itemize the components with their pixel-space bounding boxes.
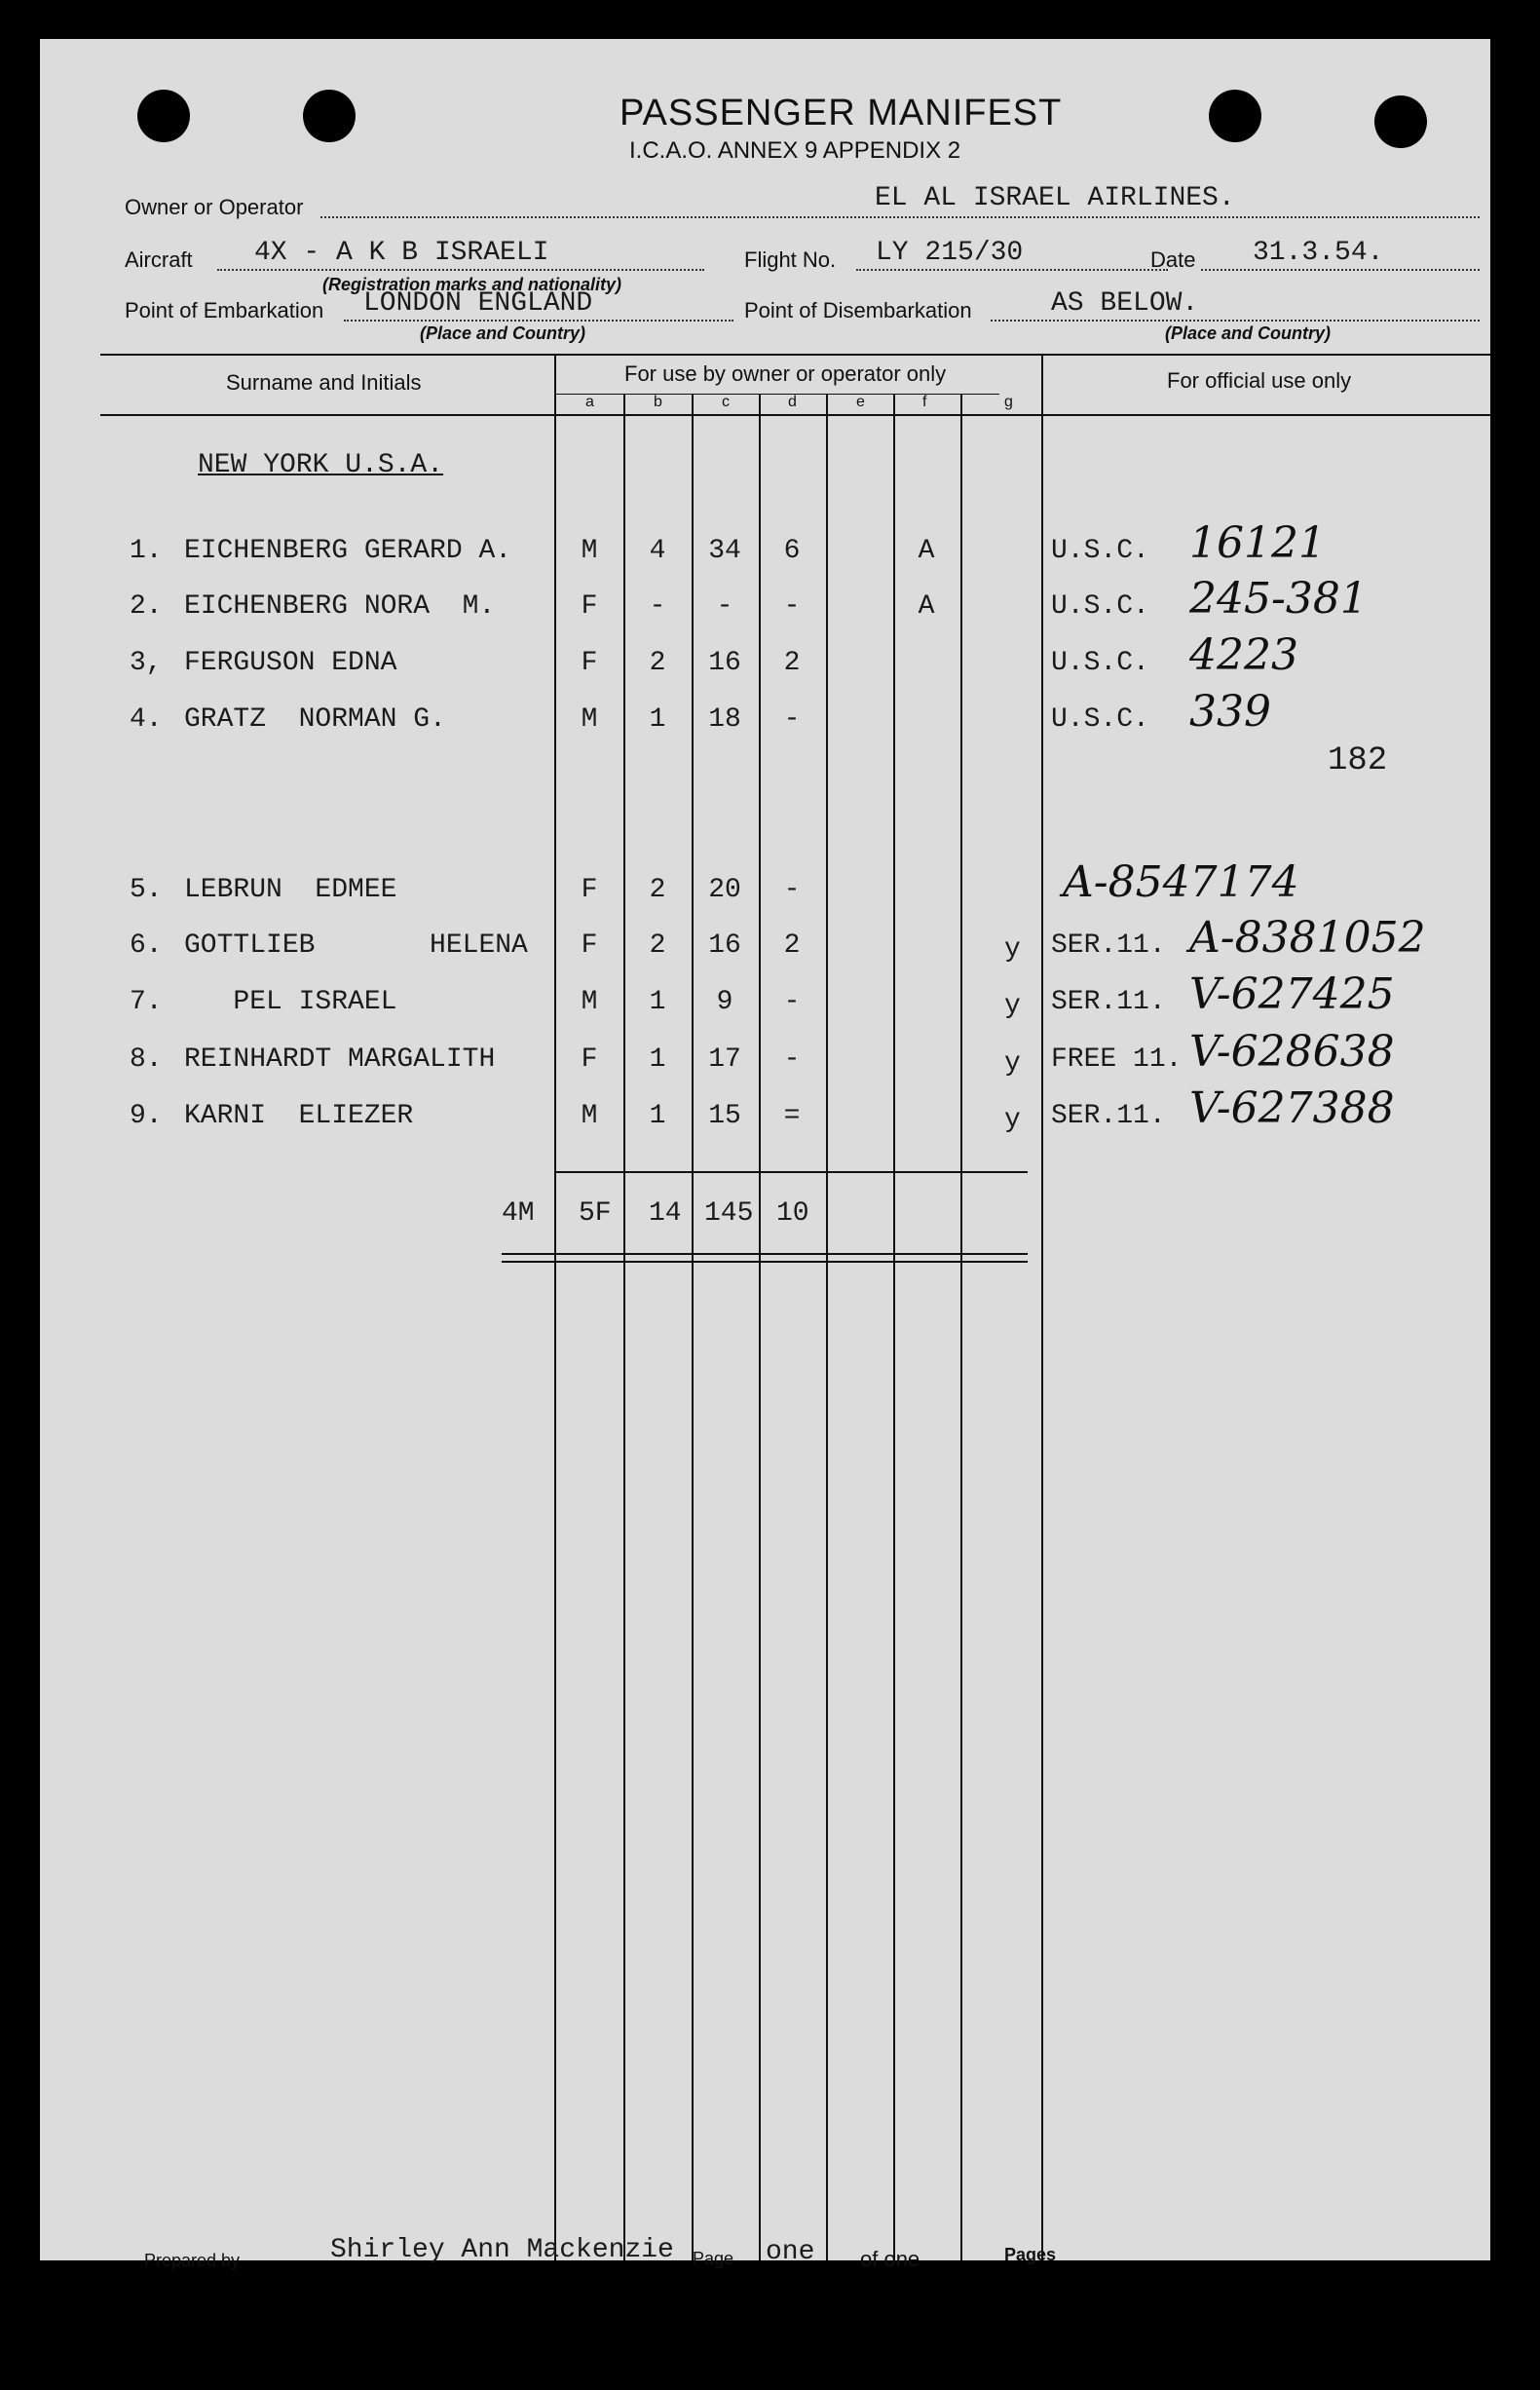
cell-g: y [1004,934,1021,965]
cell-g: y [1004,1048,1021,1079]
official-code: SER.11. [1051,987,1166,1017]
row-number: 7. [130,987,163,1017]
official-handwritten-number: V-627388 [1189,1083,1395,1133]
prepared-value: Shirley Ann Mackenzie [330,2235,674,2265]
registration-note: (Registration marks and nationality) [322,275,622,294]
cell-d: 2 [783,930,801,961]
official-code: U.S.C. [1051,704,1149,735]
col-surname-header: Surname and Initials [226,370,422,395]
official-code: FREE 11. [1051,1044,1183,1075]
punch-hole-right-2 [1374,95,1427,148]
owner-label: Owner or Operator [125,195,304,219]
cell-c: - [716,591,733,622]
passenger-name: PEL ISRAEL [184,987,397,1017]
cell-d: 2 [783,648,801,678]
subcol-b: b [654,394,662,410]
date-value: 31.3.54. [1253,238,1384,268]
cell-d: = [783,1101,801,1131]
cell-b: 2 [649,648,666,678]
page-title: PASSENGER MANIFEST [620,93,1063,133]
passenger-name: KARNI ELIEZER [184,1101,414,1131]
passenger-name: LEBRUN EDMEE [184,875,397,905]
cell-f: A [918,536,935,566]
cell-d: 6 [783,536,801,566]
official-handwritten-number: A-8381052 [1189,913,1426,963]
cell-b: 1 [649,987,666,1017]
disembarkation-label: Point of Disembarkation [744,298,972,322]
punch-hole-left-1 [137,90,190,142]
cell-a: F [581,930,598,961]
of-label: of one [860,2247,920,2271]
cell-d: - [783,704,801,735]
cell-f: A [918,591,935,622]
total-d: 10 [776,1198,809,1229]
cell-b: 4 [649,536,666,566]
subcol-a: a [585,394,594,410]
cell-c: 34 [708,536,741,566]
row-number: 9. [130,1101,163,1131]
cell-a: F [581,648,598,678]
subcol-e: e [856,394,865,410]
official-handwritten-number: V-628638 [1189,1027,1395,1077]
disembarkation-value: AS BELOW. [1051,288,1199,319]
official-handwritten-number: 16121 [1189,518,1326,568]
embarkation-label: Point of Embarkation [125,298,324,322]
cell-g: y [1004,1105,1021,1135]
prepared-label: Prepared by [144,2251,241,2270]
cell-a: F [581,875,598,905]
total-c: 145 [704,1198,754,1229]
row-number: 2. [130,591,163,622]
cell-c: 17 [708,1044,741,1075]
aircraft-label: Aircraft [125,247,193,272]
cell-a: F [581,591,598,622]
page-value: one [766,2237,815,2267]
cell-d: - [783,591,801,622]
official-code: U.S.C. [1051,536,1149,566]
cell-b: - [649,591,666,622]
row-number: 6. [130,930,163,961]
col-line-left [554,354,556,2260]
disembarkation-note: (Place and Country) [1165,323,1332,343]
col-owner-use-header: For use by owner or operator only [624,361,947,386]
row-number: 1. [130,536,163,566]
official-code: SER.11. [1051,930,1166,961]
total-male: 4M [502,1198,535,1229]
official-handwritten-number: 339 [1189,687,1271,737]
destination: NEW YORK U.S.A. [198,450,444,480]
total-b: 14 [649,1198,682,1229]
owner-value: EL AL ISRAEL AIRLINES. [875,183,1235,213]
cell-c: 16 [708,648,741,678]
cell-b: 1 [649,1101,666,1131]
passenger-name: GRATZ NORMAN G. [184,704,446,735]
subcol-g: g [1004,394,1013,410]
manifest-sheet [40,39,1490,2271]
embarkation-note: (Place and Country) [420,323,586,343]
cell-d: - [783,875,801,905]
passenger-name: REINHARDT MARGALITH [184,1044,496,1075]
official-code: SER.11. [1051,1101,1166,1131]
page-label: Page [693,2249,734,2268]
row-number: 3, [130,648,163,678]
punch-hole-left-2 [303,90,356,142]
cell-c: 9 [716,987,733,1017]
official-code: U.S.C. [1051,591,1149,622]
pages-label: Pages [1004,2245,1057,2264]
passenger-name: EICHENBERG NORA M. [184,591,496,622]
cell-b: 2 [649,930,666,961]
embarkation-value: LONDON ENGLAND [363,288,593,319]
official-handwritten-number: V-627425 [1189,969,1395,1019]
passenger-name: GOTTLIEB HELENA [184,930,528,961]
page-subtitle: I.C.A.O. ANNEX 9 APPENDIX 2 [629,137,961,164]
passenger-name: EICHENBERG GERARD A. [184,536,512,566]
row-number: 8. [130,1044,163,1075]
cell-c: 18 [708,704,741,735]
cell-b: 1 [649,704,666,735]
cell-c: 16 [708,930,741,961]
aircraft-value: 4X - A K B ISRAELI [254,238,549,268]
cell-a: M [581,536,598,566]
passenger-name: FERGUSON EDNA [184,648,397,678]
cell-d: - [783,1044,801,1075]
cell-b: 1 [649,1044,666,1075]
cell-a: M [581,987,598,1017]
cell-a: F [581,1044,598,1075]
date-label: Date [1150,247,1196,272]
flight-value: LY 215/30 [876,238,1024,268]
total-female: 5F [579,1198,612,1229]
flight-label: Flight No. [744,247,837,272]
official-handwritten-number: 245-381 [1189,574,1368,624]
row-number: 5. [130,875,163,905]
col-line-right [1041,354,1043,2260]
cell-d: - [783,987,801,1017]
cell-c: 15 [708,1101,741,1131]
cell-b: 2 [649,875,666,905]
cell-a: M [581,704,598,735]
cell-c: 20 [708,875,741,905]
cell-g: y [1004,991,1021,1021]
punch-hole-right-1 [1209,90,1261,142]
subcol-f: f [922,394,927,410]
extra-note: 182 [1328,742,1388,779]
official-code: U.S.C. [1051,648,1149,678]
cell-a: M [581,1101,598,1131]
row-number: 4. [130,704,163,735]
official-handwritten-number: A-8547174 [1063,857,1299,907]
subcol-c: c [722,394,730,410]
subcol-d: d [788,394,797,410]
official-handwritten-number: 4223 [1189,630,1298,680]
col-official-header: For official use only [1167,368,1352,393]
